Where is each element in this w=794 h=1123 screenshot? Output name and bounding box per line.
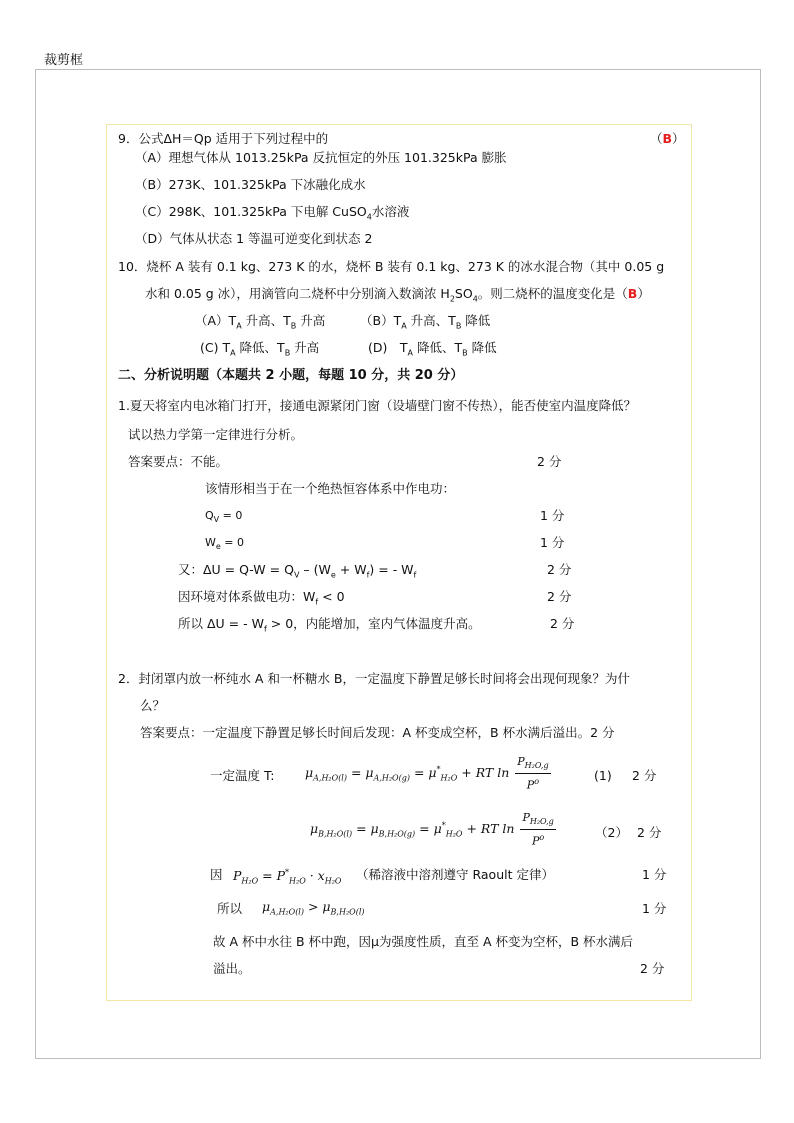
- q9-option-d: （D）气体从状态 1 等温可逆变化到状态 2: [135, 231, 373, 246]
- q9-option-a: （A）理想气体从 1013.25kPa 反抗恒定的外压 101.325kPa 膨胀: [135, 150, 507, 165]
- p1-conclusion-line: 所以 ΔU = - $W_f > 0$，内能增加，室内气体温度升高。: [178, 616, 481, 634]
- p1-we-score: 1 分: [540, 535, 565, 550]
- p2-equation-1-tag: (1): [594, 768, 612, 783]
- p2-equation-1: $\mu_{A,H_2O(l)} = \mu_{A,H_2O(g)} = \mu^*_{H_2O}$ + RT ln $\frac{P_{H_2O,g}}{P^o}$: [305, 755, 549, 792]
- p2-raoult-note: （稀溶液中溶剂遵守 Raoult 定律）: [356, 867, 554, 882]
- p2-comparison-score: 1 分: [642, 901, 667, 916]
- p2-equation-1-score: 2 分: [632, 768, 657, 783]
- p2-equation-1-fraction: $\frac{P_{H_2O,g}}{P^o}$: [517, 755, 549, 792]
- p2-question-line1: 2．封闭罩内放一杯纯水 A 和一杯糖水 B，一定温度下静置足够长时间将会出现何现象？为什: [118, 671, 631, 686]
- p2-answer: 答案要点：一定温度下静置足够长时间后发现：A 杯变成空杯，B 杯水满后溢出。2 分: [140, 725, 615, 740]
- q10-answer-letter: B: [627, 286, 638, 301]
- p1-delta-u-line: 又：$\Delta U = Q-W = Q_V - (W_e + W_f)$ = - $W_f$: [178, 562, 417, 580]
- p2-equation-2-tag: （2）: [595, 825, 628, 840]
- p1-question-line1: 1.夏天将室内电冰箱门打开，接通电源紧闭门窗（设墙壁门窗不传热），能否使室内温度降低？: [118, 398, 637, 413]
- p1-qv-line: $Q_V = 0$: [205, 509, 243, 525]
- p2-equation-2-score: 2 分: [637, 825, 662, 840]
- section2-title: 二、分析说明题（本题共 2 小题，每题 10 分，共 20 分）: [118, 368, 464, 383]
- p1-answer-score: 2 分: [537, 454, 562, 469]
- p2-question-line2: 么？: [140, 698, 166, 713]
- p1-answer: 答案要点：不能。: [128, 454, 229, 469]
- q9-option-b: （B）273K、101.325kPa 下冰融化成水: [135, 177, 366, 192]
- q9-answer: （B）: [650, 131, 685, 146]
- q10-option-a: $(A)T_A$ 升高、$T_B$ 升高: [195, 313, 326, 331]
- p1-qv-score: 1 分: [540, 508, 565, 523]
- q9-option-c: （C）298K、101.325kPa 下电解 CuSO$_4$水溶液: [135, 204, 410, 222]
- q10-stem-line2: 水和 0.05 g 冰），用滴管向二烧杯中分别滴入数滴浓 $H_2SO_4$。则二烧杯的温度变化是（B）: [145, 286, 650, 304]
- p2-equation-2-fraction: $\frac{P_{H_2O,g}}{P^o}$: [522, 811, 554, 848]
- p1-env-work-line: 因环境对体系做电功：$W_f < 0$: [178, 589, 345, 607]
- p2-so-label: 所以: [217, 901, 243, 916]
- q9-answer-letter: B: [662, 131, 673, 146]
- q10-stem-line1: 10．烧杯 A 装有 0.1 kg、273 K 的水，烧杯 B 装有 0.1 kg、273 K 的冰水混合物（其中 0.05 g: [118, 259, 665, 274]
- q10-option-c: (C) $T_A$ 降低、$T_B$ 升高: [200, 340, 320, 358]
- p2-equation-2: $\mu_{B,H_2O(l)} = \mu_{B,H_2O(g)} = \mu^*_{H_2O}$ + RT ln $\frac{P_{H_2O,g}}{P^o}$: [310, 811, 554, 848]
- p1-env-work-score: 2 分: [547, 589, 572, 604]
- p1-explanation: 该情形相当于在一个绝热恒容体系中作电功：: [205, 481, 456, 496]
- crop-frame-label: 裁剪框: [44, 53, 84, 68]
- q10-option-b: $(B)T_A$ 升高、$T_B$ 降低: [360, 313, 491, 331]
- p2-final-line2: 溢出。: [213, 961, 251, 976]
- p1-delta-u-score: 2 分: [547, 562, 572, 577]
- p2-temperature-label: 一定温度 T:: [210, 768, 275, 783]
- p1-question-line2: 试以热力学第一定律进行分析。: [128, 427, 304, 442]
- q10-option-d: (D) $T_A$ 降低、$T_B$ 降低: [368, 340, 497, 358]
- p2-final-score: 2 分: [640, 961, 665, 976]
- p2-final-line1: 故 A 杯中水往 B 杯中跑，因μ为强度性质，直至 A 杯变为空杯，B 杯水满后: [213, 934, 634, 949]
- p1-we-line: $W_e = 0$: [205, 536, 245, 552]
- p2-mu-comparison: $\mu_{A,H_2O(l)} > \mu_{B,H_2O(l)}$: [262, 899, 365, 917]
- q9-stem: 9．公式ΔH＝Qp 适用于下列过程中的: [118, 131, 329, 146]
- p2-because-label: 因: [210, 867, 223, 882]
- p2-raoult-score: 1 分: [642, 867, 667, 882]
- p1-conclusion-score: 2 分: [550, 616, 575, 631]
- p2-raoult-equation: $P_{H_2O} = P^*_{H_2O} \cdot x_{H_2O}$: [233, 868, 342, 886]
